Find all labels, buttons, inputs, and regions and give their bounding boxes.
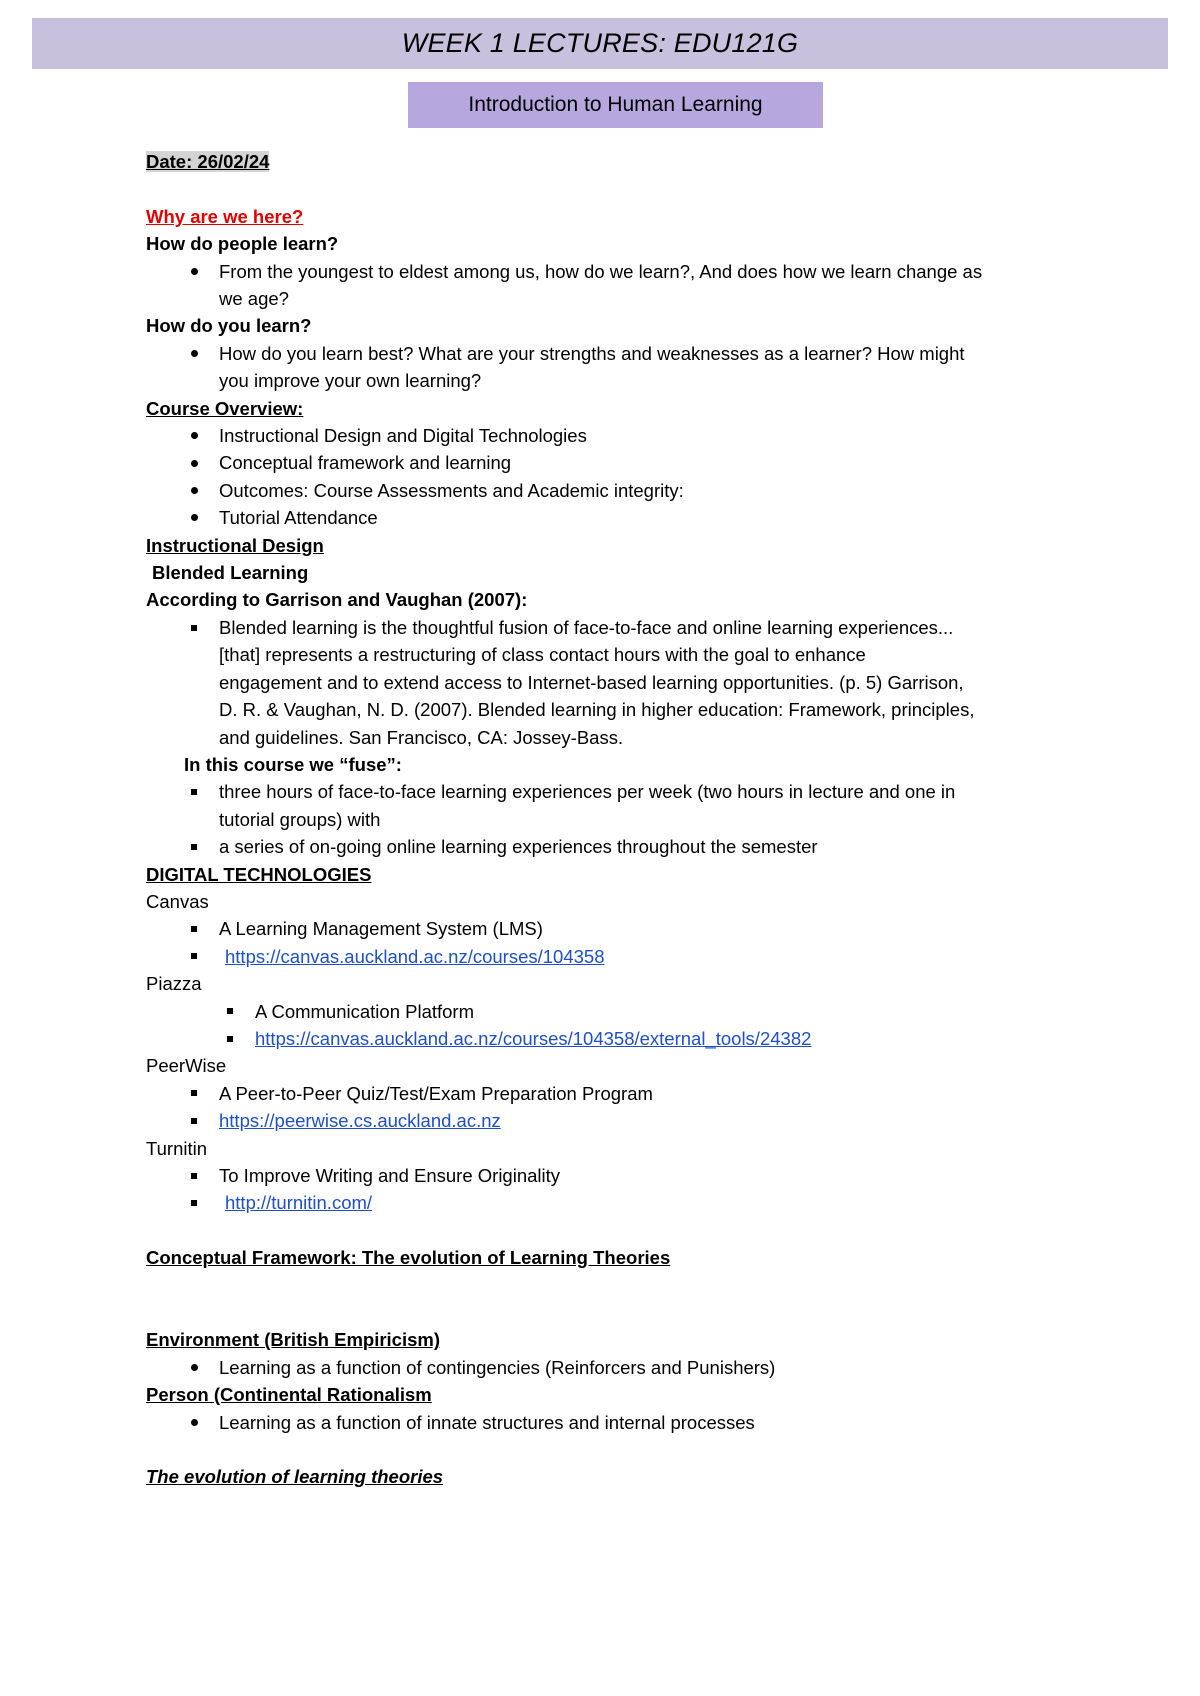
list-item: Instructional Design and Digital Technologies (146, 422, 1066, 449)
environment-heading: Environment (British Empiricism) (146, 1329, 440, 1351)
q2-heading: How do you learn? (146, 315, 312, 337)
canvas-label: Canvas (146, 890, 209, 912)
piazza-link[interactable]: https://canvas.auckland.ac.nz/courses/104358/external_tools/24382 (255, 1027, 812, 1049)
list-item: Blended learning is the thoughtful fusion of face-to-face and online learning experiences... [that] represents a restructuring of class contact hours with the goal to enhance engagement and to extend access to Internet-based learning opportunities. (p. 5) Garrison, D. R. & Vaughan, N. D. (2007). Blended learning in higher education: Framework, principles, and guidelines. San Francisco, CA: Jossey-Bass. (146, 614, 1066, 751)
person-heading: Person (Continental Rationalism (146, 1384, 432, 1406)
list-item: From the youngest to eldest among us, how do we learn?, And does how we learn change as we age? (146, 258, 1066, 313)
subtitle-banner (408, 82, 823, 128)
bullet-dot-icon (184, 477, 204, 504)
date-label: Date: 26/02/24 (146, 151, 270, 172)
fuse-heading: In this course we “fuse”: (184, 753, 402, 775)
bullet-dot-icon (184, 422, 204, 449)
bullet-square-icon (184, 1162, 204, 1189)
turnitin-link[interactable]: http://turnitin.com/ (225, 1192, 373, 1214)
bullet-square-icon (184, 833, 204, 860)
list-item (146, 1107, 1066, 1134)
list-item: Learning as a function of contingencies (Reinforcers and Punishers) (146, 1354, 1066, 1381)
list-item: A Learning Management System (LMS) (146, 915, 1066, 942)
list-item (146, 1189, 1066, 1216)
overview-heading: Course Overview: (146, 397, 304, 419)
list-item: three hours of face-to-face learning experiences per week (two hours in lecture and one in tutorial groups) with (146, 778, 1066, 833)
peerwise-label: PeerWise (146, 1055, 227, 1077)
canvas-link[interactable]: https://canvas.auckland.ac.nz/courses/104358 (225, 945, 605, 967)
title-banner (32, 18, 1168, 69)
list-item (146, 943, 1066, 970)
bullet-square-icon (184, 915, 204, 942)
list-item: Conceptual framework and learning (146, 449, 1066, 476)
according-heading: According to Garrison and Vaughan (2007): (146, 589, 528, 611)
piazza-label: Piazza (146, 973, 202, 995)
bullet-square-icon (184, 1107, 204, 1134)
list-item: Outcomes: Course Assessments and Academic integrity: (146, 477, 1066, 504)
peerwise-link[interactable]: https://peerwise.cs.auckland.ac.nz (219, 1110, 501, 1132)
list-item: A Communication Platform (146, 998, 1066, 1025)
bullet-square-icon (220, 1025, 240, 1052)
bullet-dot-icon (184, 258, 204, 285)
bullet-dot-icon (184, 504, 204, 531)
q1-heading: How do people learn? (146, 233, 339, 255)
list-item (146, 1025, 1066, 1052)
date-line (146, 148, 1066, 175)
why-heading: Why are we here? (146, 205, 304, 227)
list-item: How do you learn best? What are your strengths and weaknesses as a learner? How might you improve your own learning? (146, 340, 1066, 395)
bullet-square-icon (184, 614, 204, 641)
bullet-square-icon (184, 1080, 204, 1107)
page-title: WEEK 1 LECTURES: EDU121G (401, 27, 799, 58)
list-item: Tutorial Attendance (146, 504, 1066, 531)
list-item: To Improve Writing and Ensure Originality (146, 1162, 1066, 1189)
list-item: a series of on-going online learning experiences throughout the semester (146, 833, 1066, 860)
bullet-dot-icon (184, 1354, 204, 1381)
bullet-dot-icon (184, 449, 204, 476)
list-item: A Peer-to-Peer Quiz/Test/Exam Preparation Program (146, 1080, 1066, 1107)
bullet-square-icon (184, 943, 204, 970)
list-item: Learning as a function of innate structures and internal processes (146, 1409, 1066, 1436)
bullet-dot-icon (184, 1409, 204, 1436)
instructional-heading: Instructional Design (146, 534, 324, 556)
evolution-heading: The evolution of learning theories (146, 1466, 444, 1488)
bullet-dot-icon (184, 340, 204, 367)
digital-heading: DIGITAL TECHNOLOGIES (146, 863, 372, 885)
bullet-square-icon (184, 778, 204, 805)
bullet-square-icon (184, 1189, 204, 1216)
turnitin-label: Turnitin (146, 1137, 208, 1159)
bullet-square-icon (220, 998, 240, 1025)
blended-heading: Blended Learning (152, 562, 309, 584)
page-subtitle: Introduction to Human Learning (468, 93, 763, 117)
document-body (146, 148, 1066, 1491)
conceptual-heading: Conceptual Framework: The evolution of Learning Theories (146, 1247, 671, 1269)
